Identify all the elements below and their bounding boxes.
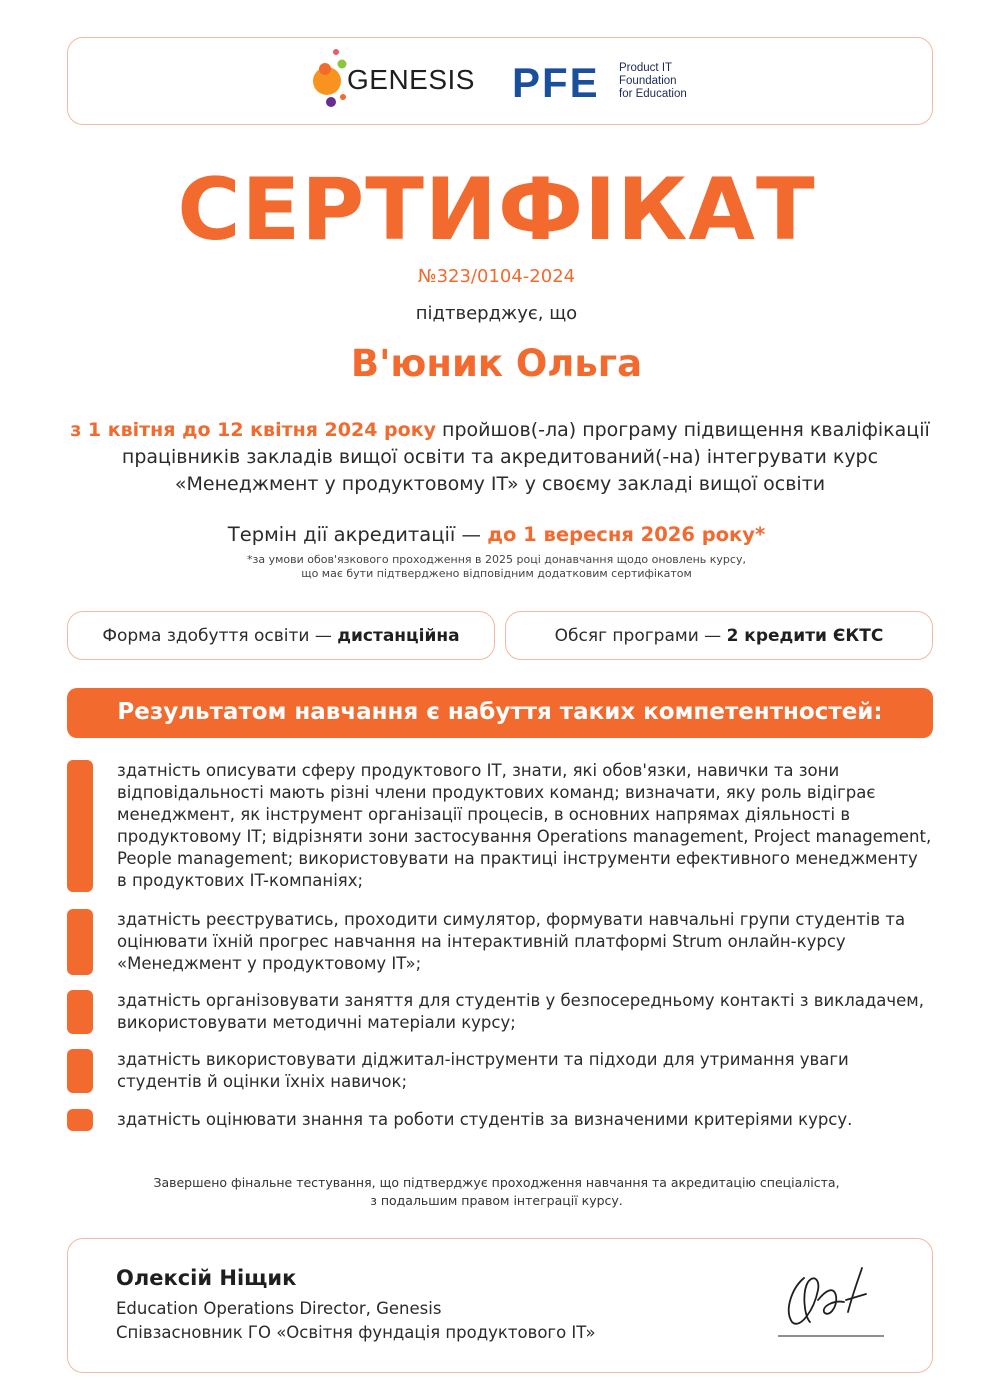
competency-marker — [67, 1049, 93, 1093]
validity-date: до 1 вересня 2026 року* — [487, 523, 766, 546]
final-testing-note — [0, 1174, 993, 1210]
genesis-wordmark: GENESIS — [347, 64, 475, 95]
competency-marker — [67, 1109, 93, 1131]
certificate-title: СЕРТИФІКАТ — [177, 160, 816, 260]
education-form-label: Форма здобуття освіти — — [102, 626, 338, 646]
competency-item — [67, 1049, 933, 1093]
competency-item — [67, 760, 933, 892]
program-text: пройшов(-ла) програму підвищення кваліфікації працівників закладів вищої освіти та акредитований(-на) інтегрувати курс «Менеджмент у продуктовому IT» у своєму закладі вищої освіти — [121, 419, 930, 495]
competency-item — [67, 990, 933, 1034]
competency-marker — [67, 990, 93, 1034]
program-scope-text — [506, 626, 932, 646]
pfe-tagline: Product IT Foundation for Education — [619, 62, 687, 100]
competency-item — [67, 909, 933, 975]
signer-role: Співзасновник ГО «Освітня фундація продуктового IT» — [116, 1323, 596, 1342]
competency-marker — [67, 760, 93, 892]
signer-name: Олексій Ніщик — [116, 1266, 297, 1290]
competency-item — [67, 1109, 933, 1133]
validity-label: Термін дії акредитації — — [227, 523, 488, 546]
program-description — [60, 417, 940, 498]
results-banner — [67, 688, 933, 738]
competency-text: здатність оцінювати знання та роботи студентів за визначеними критеріями курсу. — [117, 1110, 853, 1129]
education-form-text — [68, 626, 494, 646]
recipient-name: В'юник Ольга — [350, 342, 643, 385]
footnote-line: *за умови обов'язкового проходження в 2025 році донавчання щодо оновлень курсу, — [247, 553, 746, 566]
signer-role: Education Operations Director, Genesis — [116, 1299, 442, 1318]
validity-footnote — [0, 553, 993, 581]
logo-header-card — [67, 37, 933, 125]
certificate-number: №323/0104-2024 — [417, 266, 576, 287]
program-scope-box — [505, 611, 933, 660]
education-form-value: дистанційна — [337, 626, 460, 646]
competency-marker — [67, 909, 93, 975]
competency-text: здатність описувати сферу продуктового IT, знати, які обов'язки, навички та зони відповідальності мають різні члени продуктових команд; визначати, яку роль відіграє менеджмент, як інструмент організації процесів, в основних напрямах діяльності в продуктовому IT; відрізняти зони застосування Operations management, Project management, People management; використовувати на практиці інструменти ефективного менеджменту в продуктових IT-компаніях; — [117, 761, 932, 890]
education-form-box — [67, 611, 495, 660]
competency-text: здатність реєструватись, проходити симулятор, формувати навчальні групи студентів та оцінювати їхній прогрес навчання на інтерактивній платформі Strum онлайн-курсу «Менеджмент у продуктовому IT»; — [117, 910, 906, 973]
competency-text: здатність організовувати заняття для студентів у безпосередньому контакті з викладачем, використовувати методичні матеріали курсу; — [117, 991, 924, 1032]
program-period: з 1 квітня до 12 квітня 2024 року — [70, 419, 436, 441]
confirms-text: підтверджує, що — [415, 303, 578, 324]
competency-text: здатність використовувати діджитал-інструменти та підходи для утримання уваги студентів й оцінки їхніх навичок; — [117, 1050, 849, 1091]
program-scope-label: Обсяг програми — — [554, 626, 727, 646]
footnote-line: що має бути підтверджено відповідним додатковим сертифікатом — [301, 567, 692, 580]
pfe-logo-icon — [512, 61, 612, 101]
final-note-line: Завершено фінальне тестування, що підтверджує проходження навчання та акредитацію спеціаліста, — [153, 1175, 840, 1190]
handwritten-signature-icon — [774, 1260, 889, 1340]
results-title: Результатом навчання є набуття таких компетентностей: — [117, 699, 883, 725]
final-note-line: з подальшим правом інтеграції курсу. — [370, 1193, 623, 1208]
accreditation-validity — [0, 523, 993, 546]
program-scope-value: 2 кредити ЄКТС — [726, 626, 884, 646]
svg-text:PFE: PFE — [512, 61, 600, 101]
